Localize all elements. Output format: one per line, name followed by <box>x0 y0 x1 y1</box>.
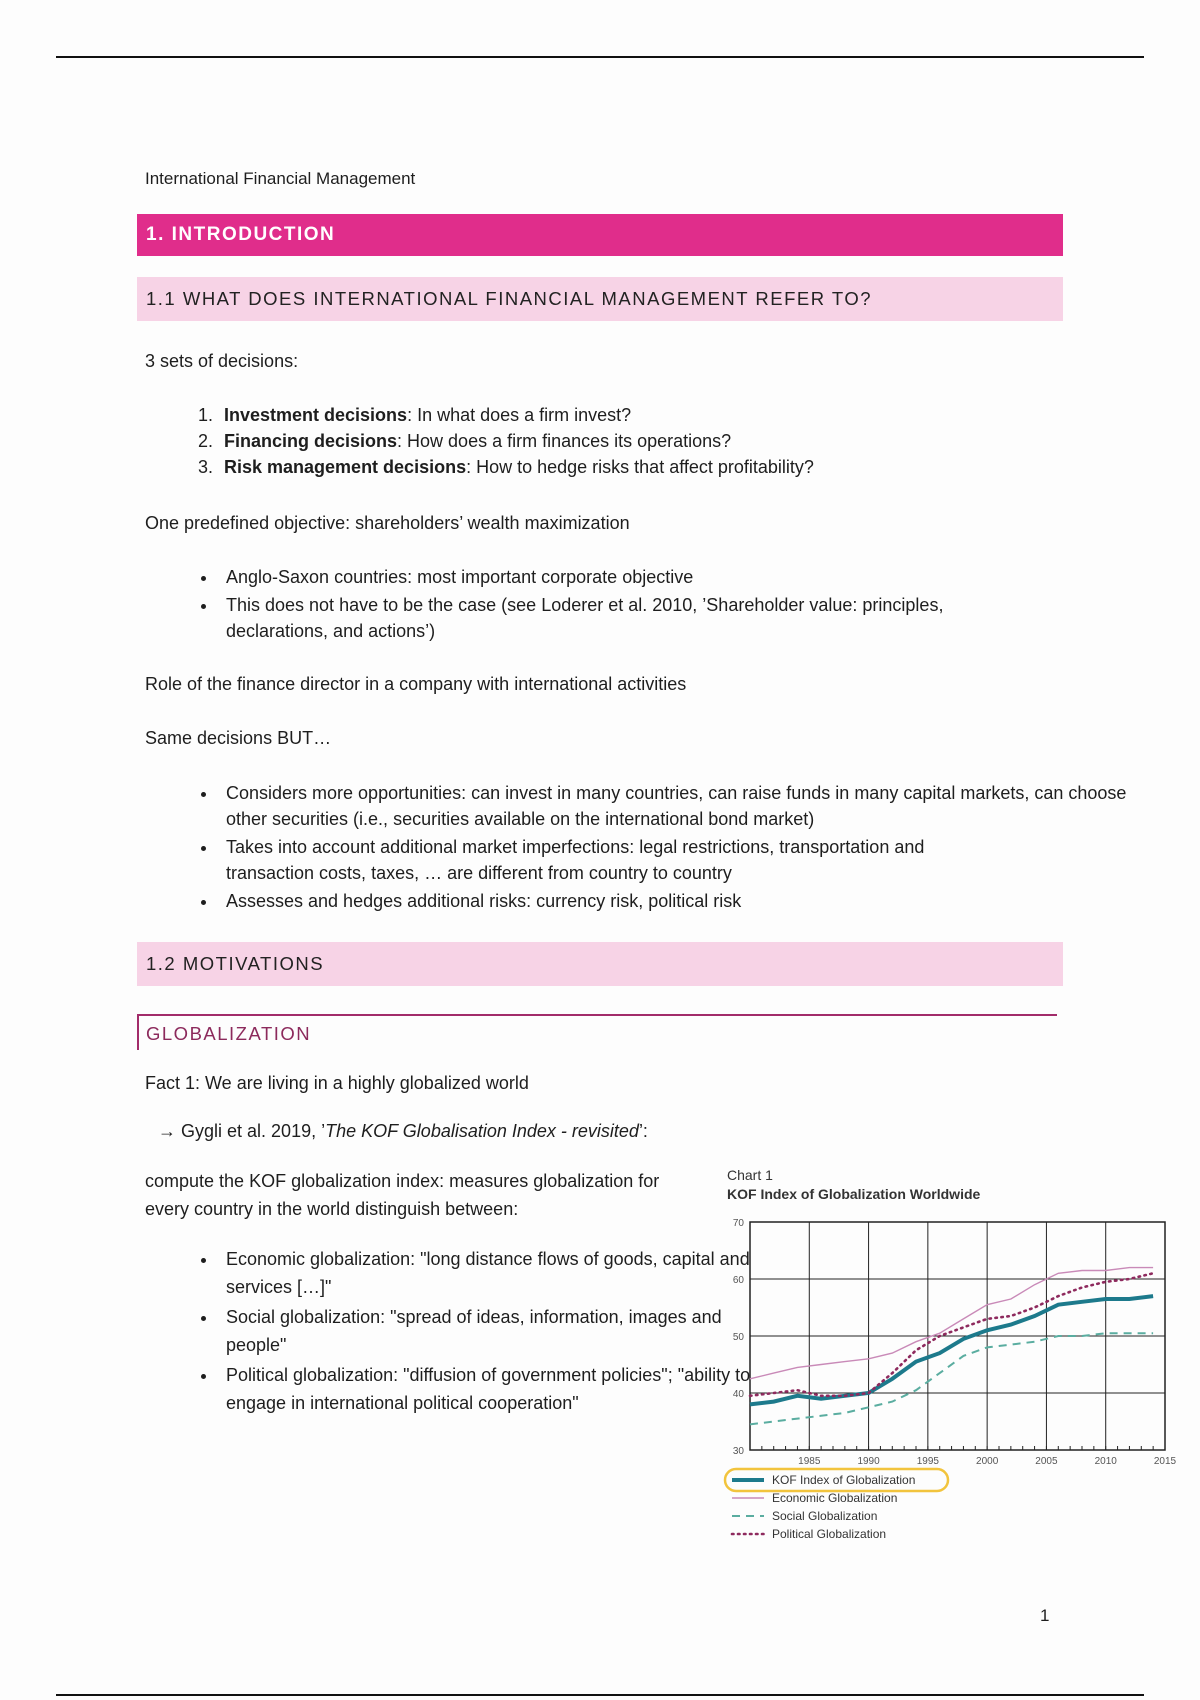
x-tick-label: 2010 <box>1094 1456 1117 1467</box>
objective-bullets <box>145 564 1058 646</box>
role-text: Role of the finance director in a company with international activities <box>145 674 687 694</box>
document-header-title: International Financial Management <box>145 169 416 188</box>
y-tick-label: 50 <box>732 1332 744 1343</box>
series-line <box>750 1296 1153 1404</box>
list-item: • Assesses and hedges additional risks: currency risk, political risk <box>218 888 1128 914</box>
globalization-bullets <box>145 1245 778 1419</box>
decisions-list <box>145 402 814 480</box>
x-tick-label: 1990 <box>857 1456 880 1467</box>
y-tick-label: 60 <box>732 1275 744 1286</box>
legend-label: Social Globalization <box>772 1509 878 1523</box>
section-heading-introduction: 1. INTRODUCTION <box>137 214 1063 256</box>
list-item: 1. Investment decisions: In what does a firm invest? <box>218 402 814 428</box>
x-tick-label: 2015 <box>1153 1456 1177 1467</box>
y-tick-label: 40 <box>732 1389 744 1400</box>
kof-chart-svg <box>720 1162 1180 1562</box>
x-tick-label: 1995 <box>916 1456 939 1467</box>
x-tick-label: 1985 <box>798 1456 821 1467</box>
list-item: • Social globalization: "spread of ideas, information, images and people" <box>218 1303 778 1359</box>
chart-supertitle: Chart 1 <box>727 1167 773 1183</box>
kof-intro-text: compute the KOF globalization index: measures globalization for every country in the world distinguish between: <box>145 1171 660 1219</box>
subsection-heading-motivations: 1.2 MOTIVATIONS <box>137 942 1063 986</box>
legend-label: Economic Globalization <box>772 1491 898 1505</box>
legend-label: KOF Index of Globalization <box>772 1473 916 1487</box>
y-tick-label: 70 <box>732 1218 744 1229</box>
decisions-intro: 3 sets of decisions: <box>145 351 299 371</box>
legend-label: Political Globalization <box>772 1527 887 1541</box>
kof-chart <box>720 1162 1180 1562</box>
list-item: 3. Risk management decisions: How to hedge risks that affect profitability? <box>218 454 814 480</box>
reference-line: → Gygli et al. 2019, ’The KOF Globalisation Index - revisited’: <box>158 1121 648 1141</box>
x-tick-label: 2000 <box>976 1456 999 1467</box>
list-item: • Anglo-Saxon countries: most important corporate objective <box>218 564 1058 590</box>
fact-text: Fact 1: We are living in a highly globalized world <box>145 1073 529 1093</box>
y-tick-label: 30 <box>732 1446 744 1457</box>
but-bullets <box>145 780 1128 916</box>
page-number: 1 <box>1040 1606 1050 1625</box>
subsection-heading-ifm: 1.1 WHAT DOES INTERNATIONAL FINANCIAL MANAGEMENT REFER TO? <box>137 277 1063 321</box>
objective-text: One predefined objective: shareholders’ wealth maximization <box>145 513 630 533</box>
list-item: • This does not have to be the case (see Loderer et al. 2010, ’Shareholder value: principles, declarations, and actions’) <box>218 592 986 644</box>
top-rule <box>56 56 1144 58</box>
list-item: • Economic globalization: "long distance flows of goods, capital and services […]" <box>218 1245 778 1301</box>
list-item: 2. Financing decisions: How does a firm finances its operations? <box>218 428 814 454</box>
list-item: • Considers more opportunities: can invest in many countries, can raise funds in many capital markets, can choose other securities (i.e., securities available on the international bond market) <box>218 780 1128 832</box>
bottom-rule <box>56 1694 1144 1696</box>
list-item: • Takes into account additional market imperfections: legal restrictions, transportation and transaction costs, taxes, … are different from country to country <box>218 834 1006 886</box>
list-item: • Political globalization: "diffusion of government policies"; "ability to engage in international political cooperation" <box>218 1361 778 1417</box>
series-line <box>750 1273 1153 1396</box>
same-decisions-text: Same decisions BUT… <box>145 728 332 748</box>
chart-title: KOF Index of Globalization Worldwide <box>727 1186 981 1202</box>
heading-globalization: GLOBALIZATION <box>137 1014 1057 1050</box>
arrow-icon: → <box>158 1121 176 1141</box>
x-tick-label: 2005 <box>1035 1456 1058 1467</box>
